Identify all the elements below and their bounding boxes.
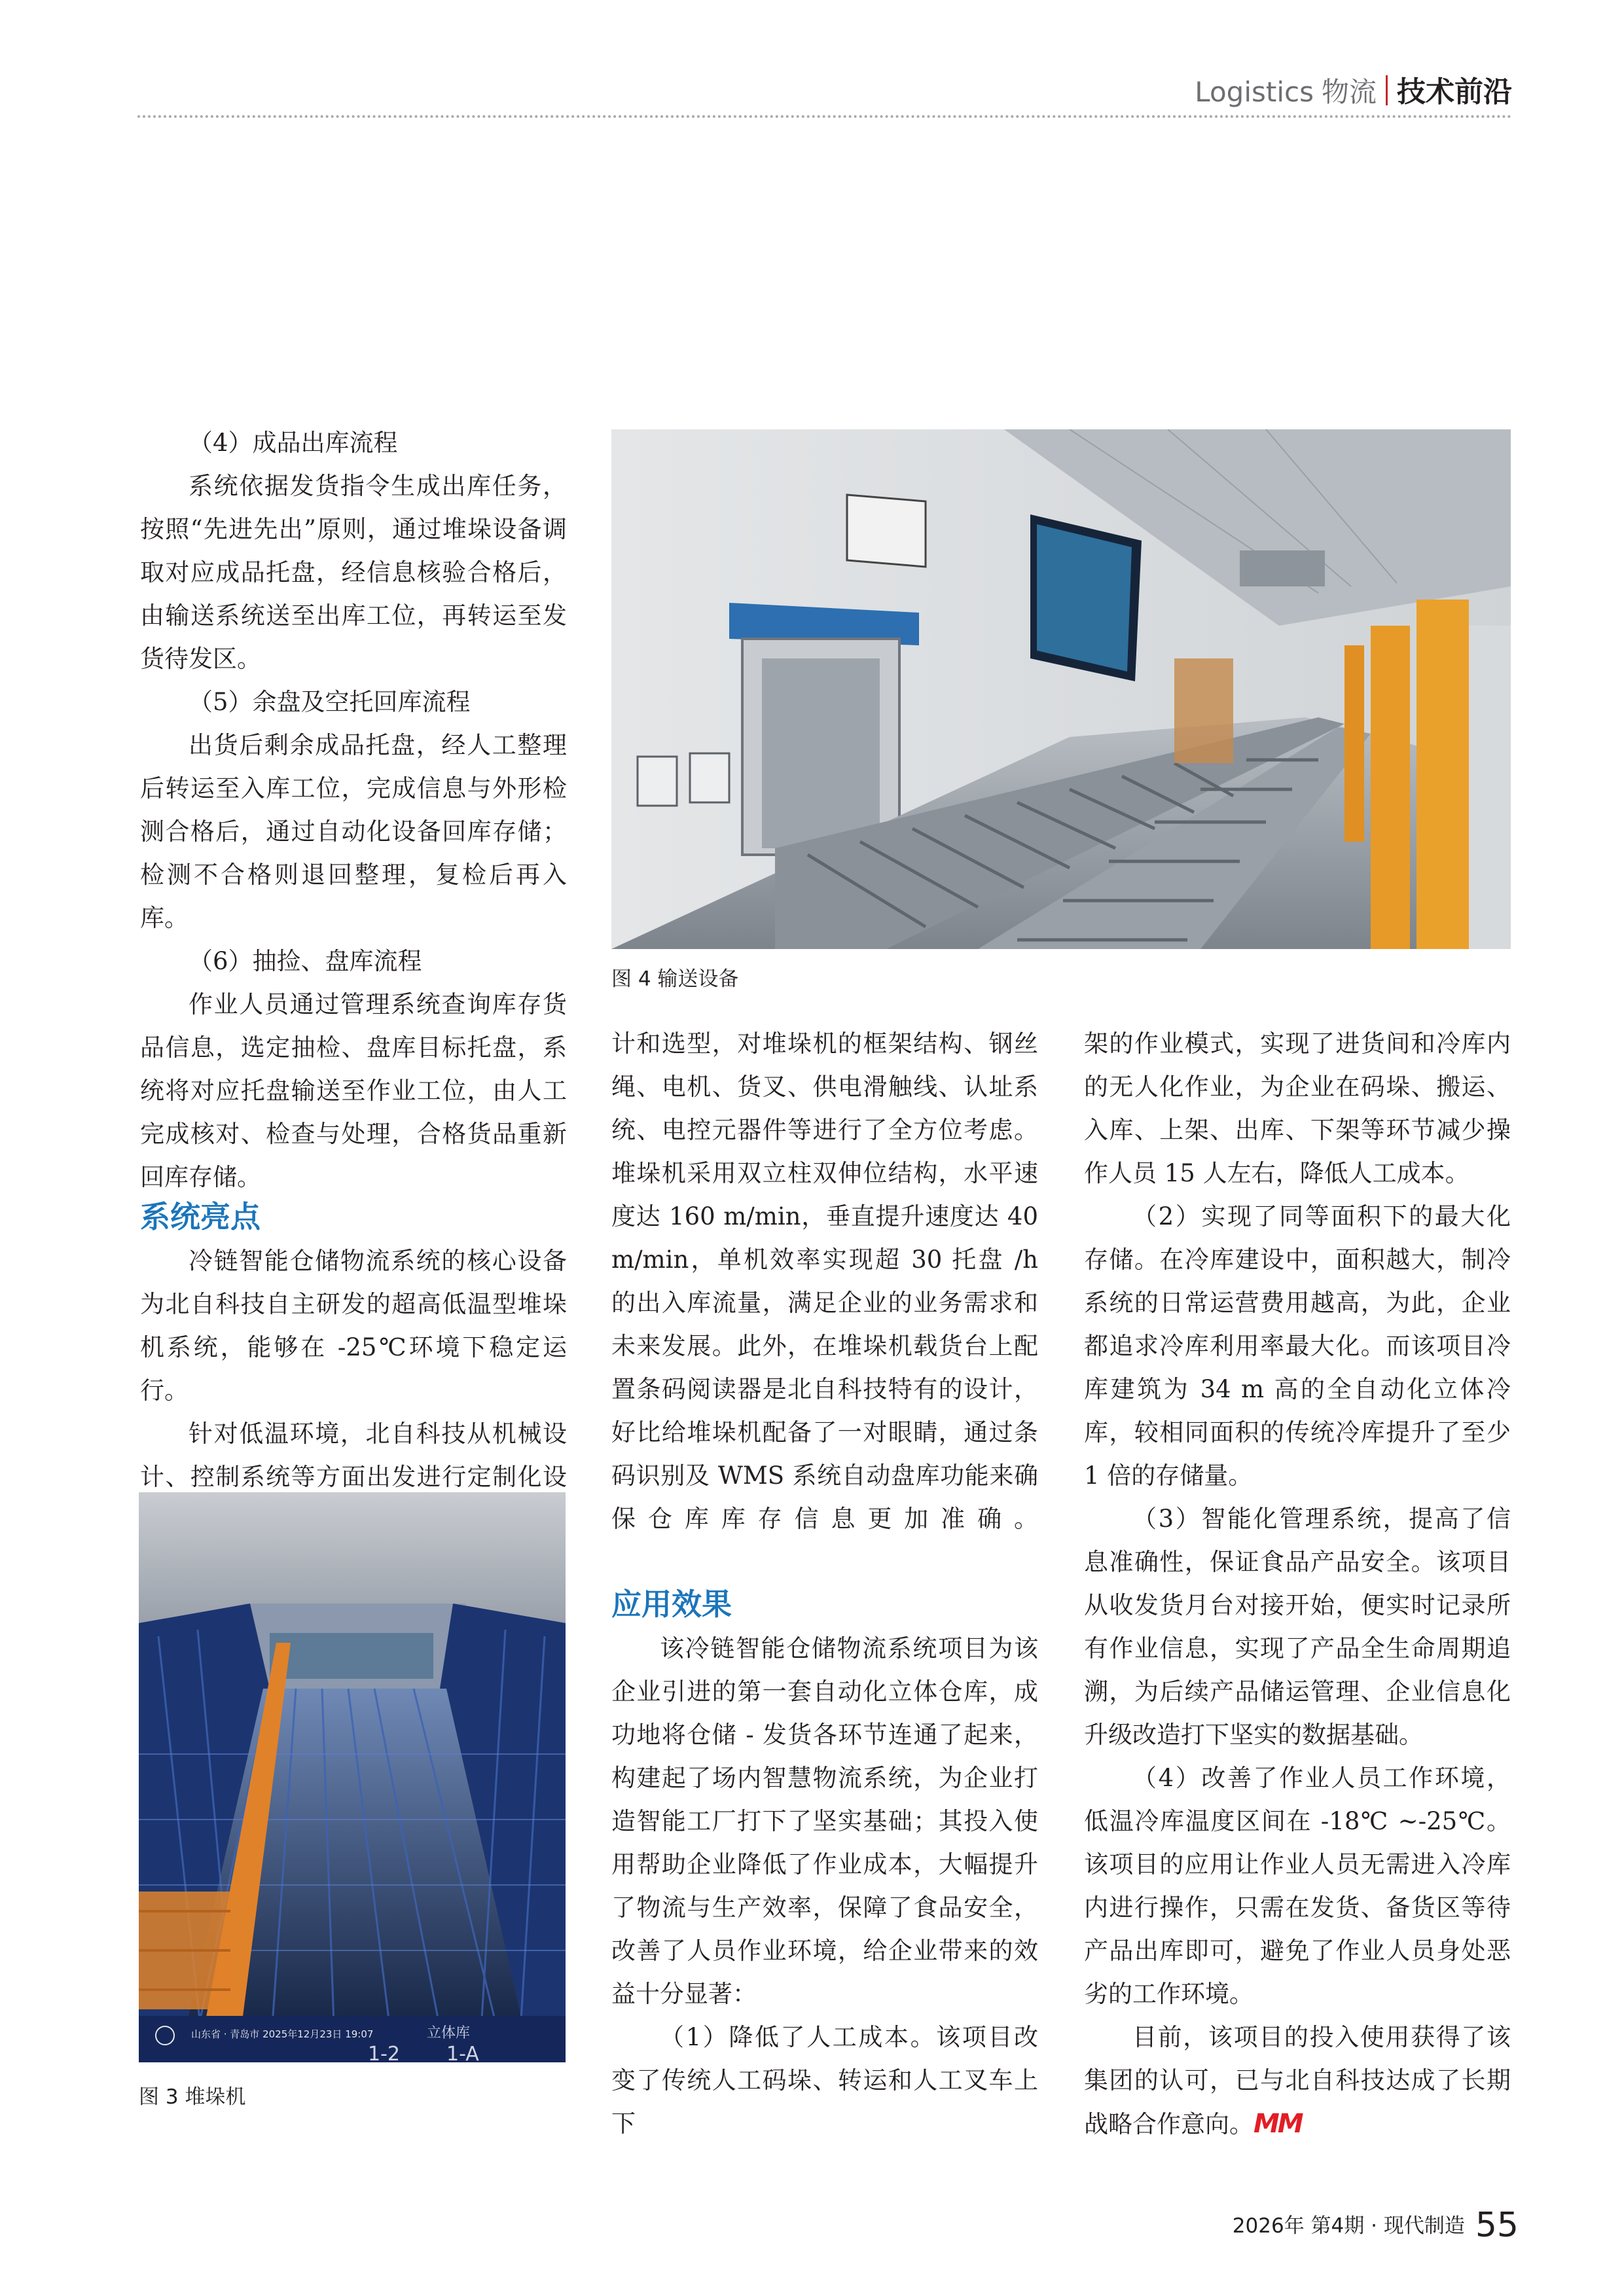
effects-intro: 该冷链智能仓储物流系统项目为该企业引进的第一套自动化立体仓库，成功地将仓储 - 发货各环节连通了起来，构建起了场内智慧物流系统，为企业打造智能工厂打下了坚实基础；其投入使用帮助企业降低了作业成本，大幅提升了物流与生产效率，保障了食品安全，改善了人员作业环境，给企业带来的效益十分显著： [611,1634,1038,2008]
header-section-zh: 物流 [1321,76,1377,108]
page-number: 55 [1475,2206,1519,2245]
end-mark-logo: MM [1254,2109,1302,2139]
left-column [140,422,567,1199]
header-section-en: Logistics [1195,76,1314,108]
highlights-section [140,1194,567,1499]
effect-1-end: 架的作业模式，实现了进货间和冷库内的无人化作业，为企业在码垛、搬运、入库、上架、出库、下架等环节减少操作人员 15 人左右，降低人工成本。 [1084,1030,1511,1187]
effect-1-start: （1）降低了人工成本。该项目改变了传统人工码垛、转运和人工叉车上下 [611,2023,1038,2138]
issue-info: 2026年 第4期 · 现代制造 [1232,2214,1465,2238]
control-box-1 [638,757,677,806]
header-divider [1386,75,1388,105]
highlights-body-1: 冷链智能仓储物流系统的核心设备为北自科技自主研发的超高低温型堆垛机系统，能够在 -25℃环境下稳定运行。 [140,1247,567,1405]
highlights-title: 系统亮点 [140,1199,261,1234]
control-box-2 [690,753,729,802]
effects-section [611,1581,1038,2145]
photo-sign-1: 立体库 [427,2025,471,2041]
conveyor-image [611,429,1511,949]
step6-body: 作业人员通过管理系统查询库存货品信息，选定抽检、盘库目标托盘，系统将对应托盘输送至作业工位，由人工完成核对、检查与处理，合格货品重新回库存储。 [140,990,567,1191]
photo-sign-3: 1-A [446,2043,479,2062]
stacker-design-paragraph: 计和选型，对堆垛机的框架结构、钢丝绳、电机、货叉、供电滑触线、认址系统、电控元器件等进行了全方位考虑。堆垛机采用双立柱双伸位结构，水平速度达 160 m/min，垂直提升速度达 40 m/min，单机效率实现超 30 托盘 /h 的出入库流量，满足企业的业务需求和未来发展。此外，在堆垛机载货台上配置条码阅读器是北自科技特有的设计，好比给堆垛机配备了一对眼睛，通过条码识别及 WMS 系统自动盘库功能来确保仓库库存信息更加准确。 [611,1030,1038,1533]
figure3-stacker-crane-photo [139,1492,566,2062]
running-header [1159,68,1512,114]
conclusion-text: 目前，该项目的投入使用获得了该集团的认可，已与北自科技达成了长期战略合作意向。 [1084,2023,1511,2138]
effect-4: （4）改善了作业人员工作环境，低温冷库温度区间在 -18℃ ~-25℃。该项目的应用让作业人员无需进入冷库内进行操作，只需在发货、备货区等待产品出库即可，避免了作业人员身处恶劣的工作环境。 [1084,1764,1511,2008]
step6-heading: （6）抽捡、盘库流程 [189,947,422,975]
step4-body: 系统依据发货指令生成出库任务，按照“先进先出”原则，通过堆垛设备调取对应成品托盘，经信息核验合格后，由输送系统送至出库工位，再转运至发货待发区。 [140,472,567,673]
stacker-crane-image [139,1492,566,2062]
figure4-conveyor-photo [611,429,1511,949]
middle-column [611,1022,1038,1541]
conclusion-paragraph [1084,2016,1511,2146]
figure3-caption: 图 3 堆垛机 [139,2085,246,2109]
step5-heading: （5）余盘及空托回库流程 [189,688,471,716]
right-column [1084,1022,1511,2146]
header-column: 技术前沿 [1397,75,1512,109]
step4-heading: （4）成品出库流程 [189,429,398,457]
page-footer [1178,2206,1519,2245]
figure4-caption: 图 4 输送设备 [611,967,739,991]
highlights-body-2: 针对低温环境，北自科技从机械设计、控制系统等方面出发进行定制化设 [140,1420,567,1491]
effects-title: 应用效果 [611,1587,732,1622]
photo-sign-2: 1-2 [368,2043,400,2062]
step5-body: 出货后剩余成品托盘，经人工整理后转运至入库工位，完成信息与外形检测合格后，通过自动化设备回库存储；检测不合格则退回整理，复检后再入库。 [140,731,567,932]
effect-3: （3）智能化管理系统，提高了信息准确性，保证食品产品安全。该项目从收发货月台对接开始，便实时记录所有作业信息，实现了产品全生命周期追溯，为后续产品储运管理、企业信息化升级改造打下坚实的数据基础。 [1084,1505,1511,1749]
photo-timestamp: 山东省 · 青岛市 2025年12月23日 19:07 [191,2028,374,2040]
effect-2: （2）实现了同等面积下的最大化存储。在冷库建设中，面积越大，制冷系统的日常运营费用越高，为此，企业都追求冷库利用率最大化。而该项目冷库建筑为 34 m 高的全自动化立体冷库，较相同面积的传统冷库提升了至少 1 倍的存储量。 [1084,1202,1511,1490]
header-dotted-rule [137,115,1512,118]
